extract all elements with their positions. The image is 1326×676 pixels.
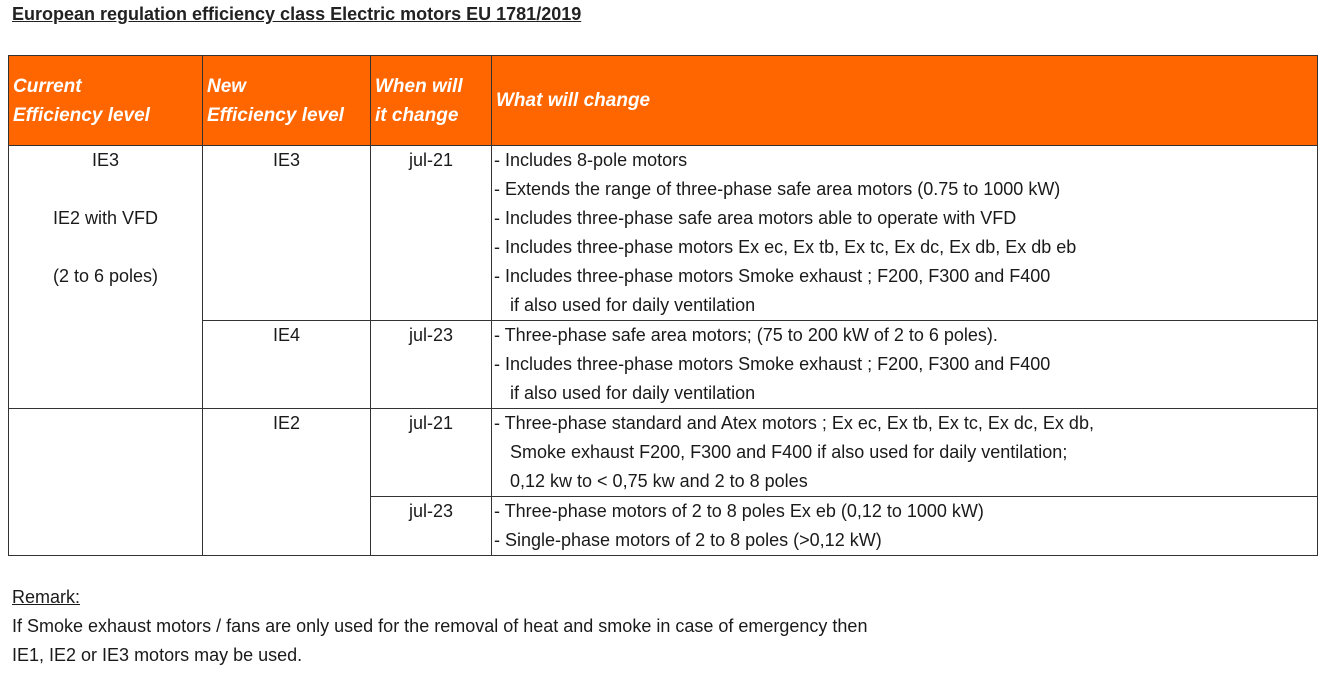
page-title: European regulation efficiency class Electric motors EU 1781/2019 [12,4,582,24]
change-item: - Includes 8-pole motors [494,150,688,170]
change-item-continuation: if also used for daily ventilation [510,295,756,315]
change-item: - Three-phase motors of 2 to 8 poles Ex eb (0,12 to 1000 kW) [494,501,984,521]
change-item-continuation: if also used for daily ventilation [510,383,756,403]
current-level-poles: (2 to 6 poles) [52,266,159,286]
current-efficiency-cell [9,146,203,409]
table-row [9,409,1318,497]
new-efficiency-cell: IE4 [203,321,371,409]
remark-text-line1: If Smoke exhaust motors / fans are only used for the removal of heat and smoke in case of emergency then [12,616,868,636]
change-item: - Single-phase motors of 2 to 8 poles (>0,12 kW) [494,530,882,550]
change-item: - Includes three-phase safe area motors able to operate with VFD [494,208,1017,228]
change-item: - Three-phase safe area motors; (75 to 200 kW of 2 to 6 poles). [494,325,998,345]
current-level-ie3: IE3 [91,150,120,170]
when-cell: jul-23 [371,497,492,556]
change-item: - Includes three-phase motors Smoke exhaust ; F200, F300 and F400 [494,354,1051,374]
header-current-efficiency: Current Efficiency level [9,56,203,146]
remark-section [12,583,867,670]
table-row [9,321,1318,409]
what-change-cell [492,409,1318,497]
what-change-cell [492,146,1318,321]
new-efficiency-cell: IE3 [203,146,371,321]
header-when-change: When will it change [371,56,492,146]
change-item: - Three-phase standard and Atex motors ; Ex ec, Ex tb, Ex tc, Ex dc, Ex db, [494,413,1094,433]
current-efficiency-cell-empty [9,409,203,556]
remark-label: Remark: [12,587,81,607]
change-item-continuation: Smoke exhaust F200, F300 and F400 if also used for daily ventilation; [510,442,1068,462]
change-item: - Includes three-phase motors Smoke exhaust ; F200, F300 and F400 [494,266,1051,286]
efficiency-table [8,55,1318,556]
when-cell: jul-21 [371,409,492,497]
change-item-continuation: 0,12 kw to < 0,75 kw and 2 to 8 poles [510,471,808,491]
what-change-cell [492,497,1318,556]
table-header-row [9,56,1318,146]
change-item: - Includes three-phase motors Ex ec, Ex tb, Ex tc, Ex dc, Ex db, Ex db eb [494,237,1077,257]
when-cell: jul-21 [371,146,492,321]
header-what-change: What will change [492,56,1318,146]
new-efficiency-cell: IE2 [203,409,371,556]
what-change-cell [492,321,1318,409]
when-cell: jul-23 [371,321,492,409]
change-item: - Extends the range of three-phase safe area motors (0.75 to 1000 kW) [494,179,1061,199]
table-row [9,146,1318,321]
remark-text-line2: IE1, IE2 or IE3 motors may be used. [12,645,303,665]
current-level-ie2-vfd: IE2 with VFD [52,208,159,228]
header-new-efficiency: New Efficiency level [203,56,371,146]
